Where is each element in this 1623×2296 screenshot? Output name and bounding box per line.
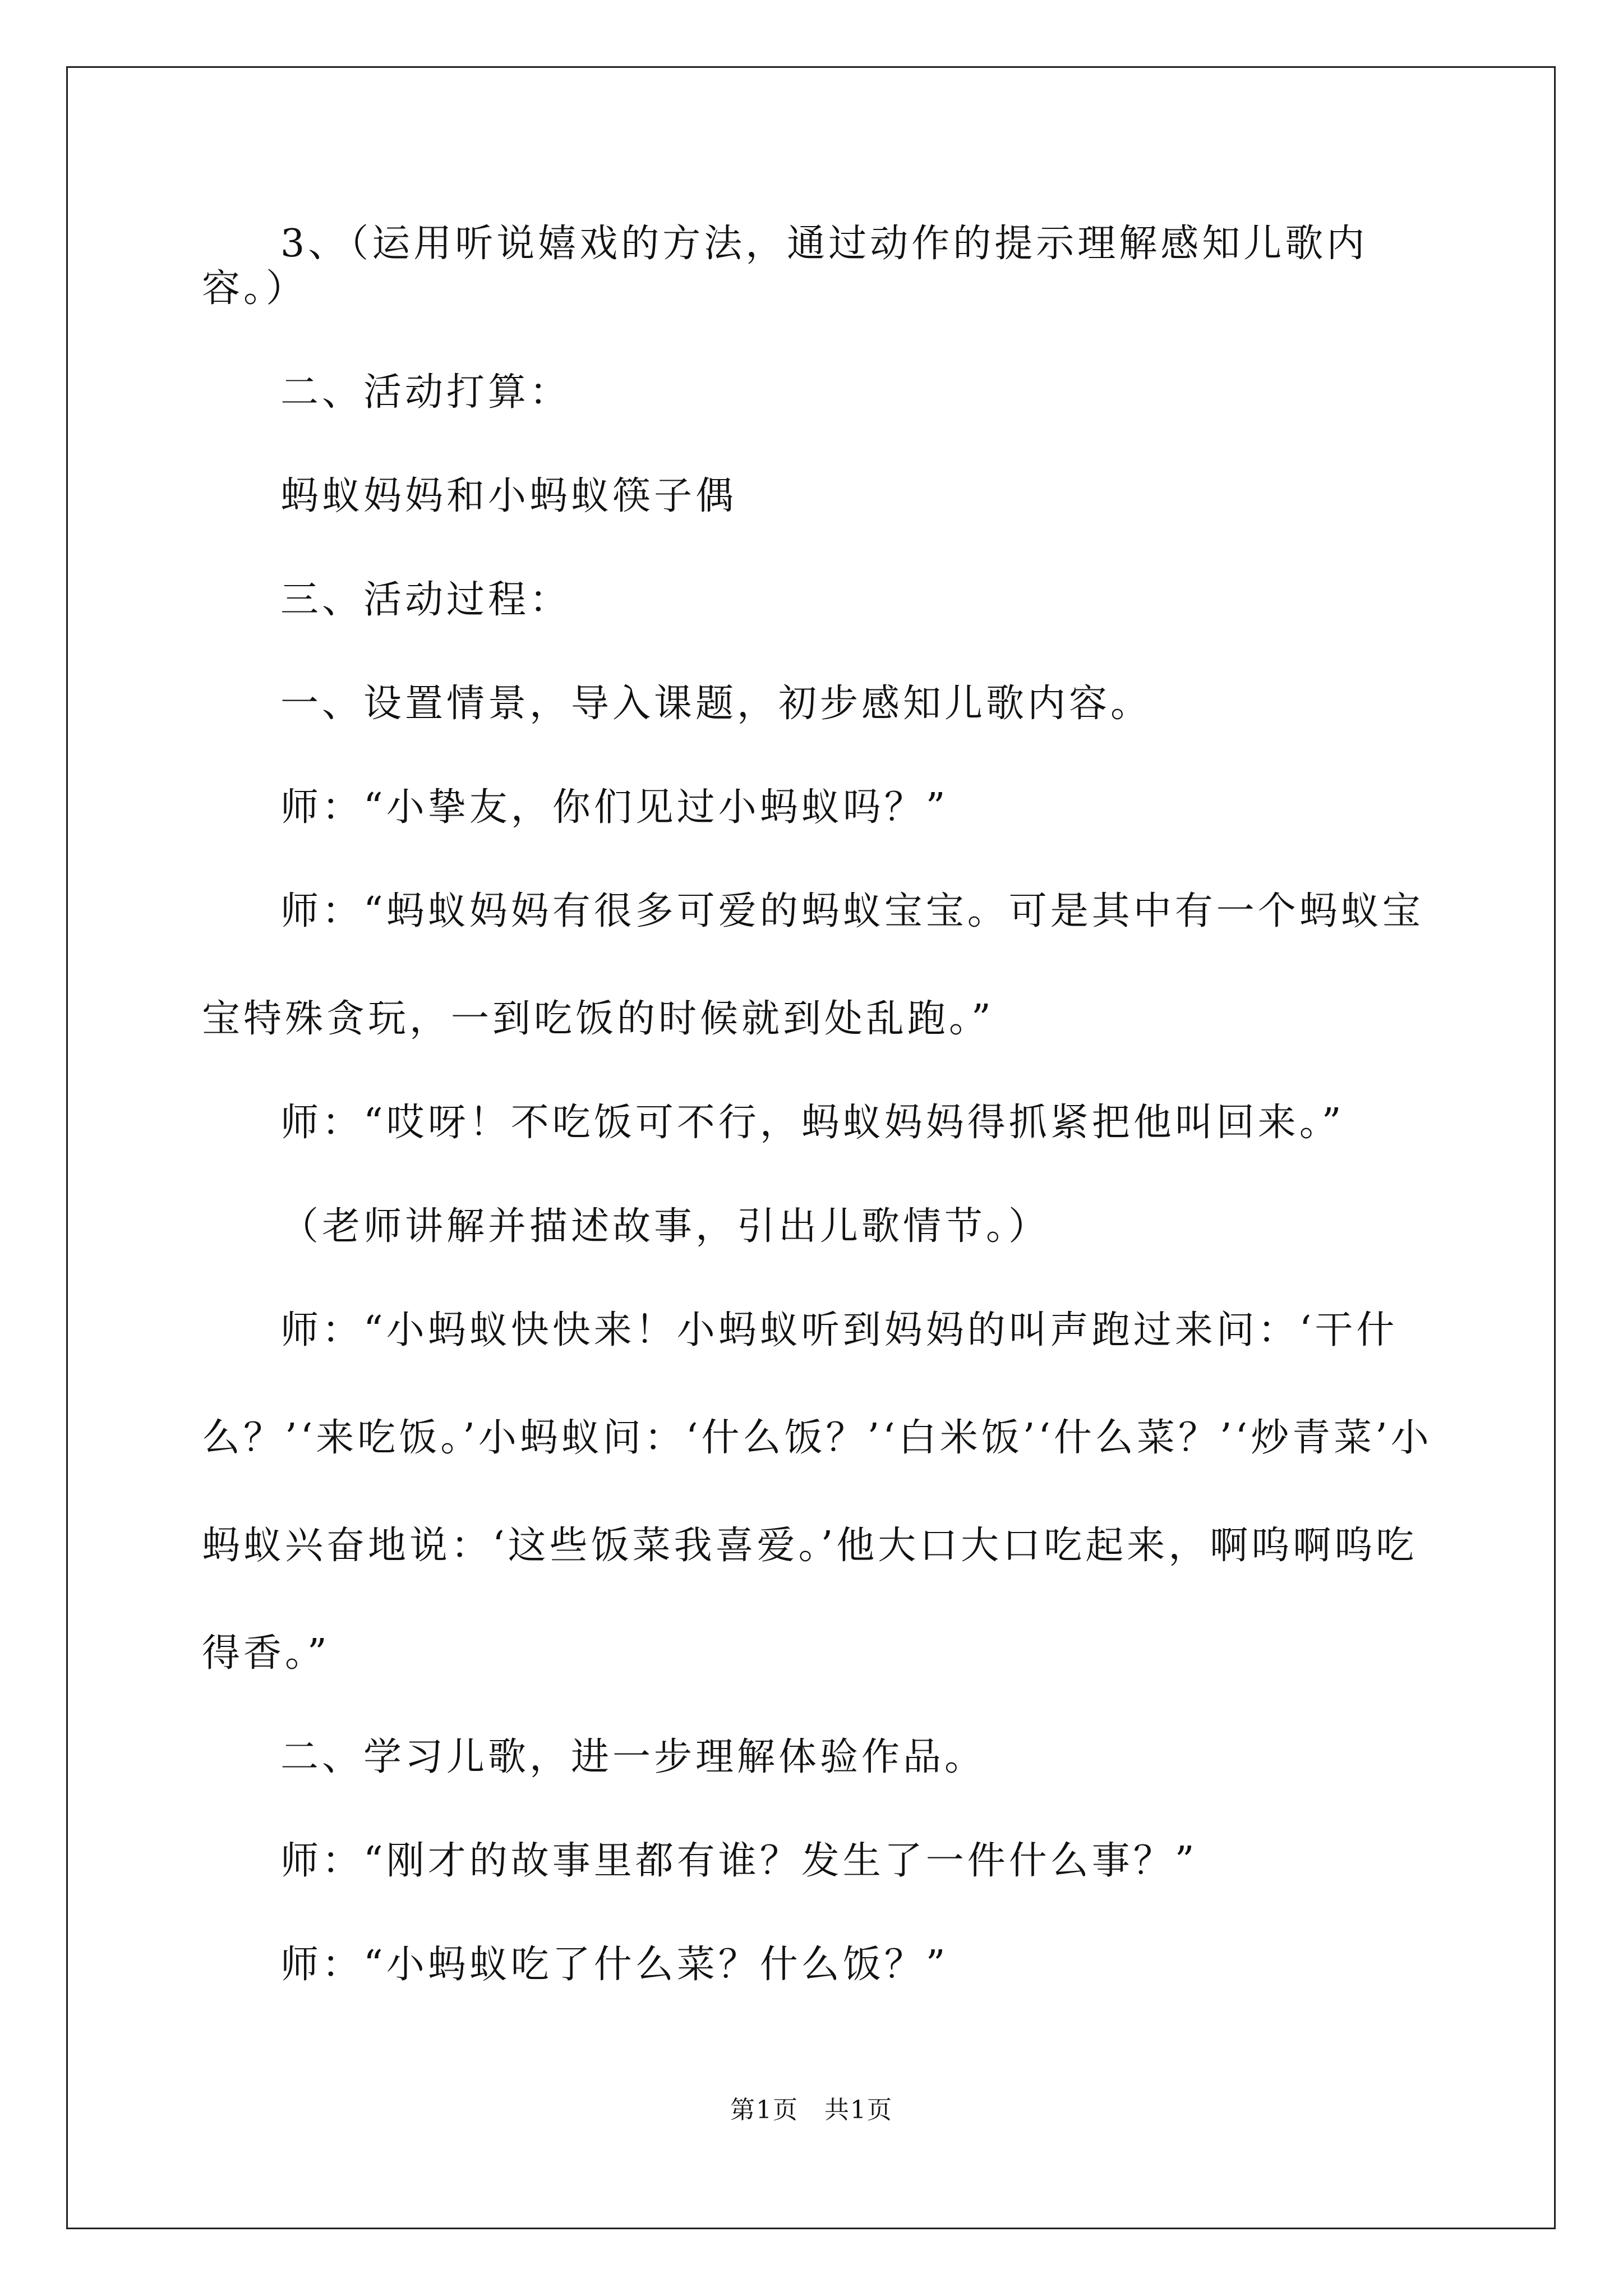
paragraph-12: 师：“刚才的故事里都有谁？发生了一件什么事？” <box>280 1839 1198 1883</box>
paragraph-9: （老师讲解并描述故事，引出儿歌情节。） <box>280 1204 1050 1249</box>
paragraph-5: 一、设置情景，导入课题，初步感知儿歌内容。 <box>280 682 1152 726</box>
paragraph-11: 二、学习儿歌，进一步理解体验作品。 <box>280 1735 986 1779</box>
paragraph-1: 3、（运用听说嬉戏的方法，通过动作的提示理解感知儿歌内容。） <box>202 222 1368 311</box>
page-footer: 第1页 共1页 <box>730 2096 893 2124</box>
paragraph-8: 师：“哎呀！不吃饭可不行，蚂蚁妈妈得抓紧把他叫回来。” <box>280 1101 1345 1145</box>
paragraph-3: 蚂蚁妈妈和小蚂蚁筷子偶 <box>280 474 737 518</box>
paragraph-6: 师：“小挚友，你们见过小蚂蚁吗？” <box>280 785 949 830</box>
paragraph-4: 三、活动过程： <box>280 578 571 622</box>
document-body <box>202 222 1436 2046</box>
paragraph-2: 二、活动打算： <box>280 370 571 415</box>
paragraph-7: 师：“蚂蚁妈妈有很多可爱的蚂蚁宝宝。可是其中有一个蚂蚁宝宝特殊贪玩，一到吃饭的时候就到处乱跑。” <box>202 889 1424 1041</box>
paragraph-13: 师：“小蚂蚁吃了什么菜？什么饭？” <box>280 1943 949 1987</box>
paragraph-10: 师：“小蚂蚁快快来！小蚂蚁听到妈妈的叫声跑过来问：‘干什么？’‘来吃饭。’小蚂蚁问：‘什么饭？’‘白米饭’‘什么菜？’‘炒青菜’小蚂蚁兴奋地说：‘这些饭菜我喜爱。’他大口大口吃起来，啊呜啊呜吃得香。” <box>202 1308 1432 1676</box>
